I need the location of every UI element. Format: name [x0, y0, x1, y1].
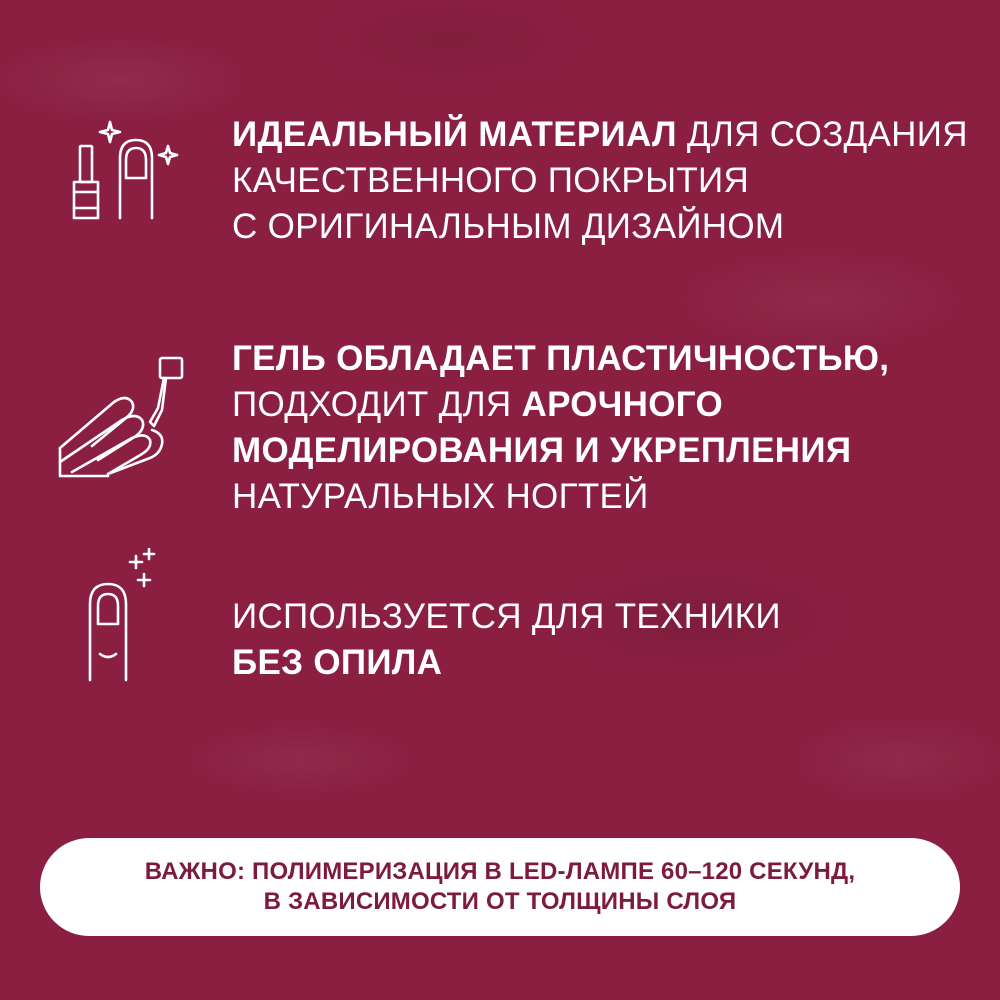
feature-3-text	[232, 594, 972, 686]
bold-text: ИДЕАЛЬНЫЙ МАТЕРИАЛ	[232, 115, 677, 154]
feature-line	[232, 204, 972, 250]
finger-nail-icon	[82, 548, 162, 688]
regular-text: НАТУРАЛЬНЫХ НОГТЕЙ	[232, 477, 649, 516]
regular-text: ДЛЯ СОЗДАНИЯ	[676, 115, 968, 154]
feature-line	[232, 640, 972, 686]
bold-text: АРОЧНОГО	[521, 385, 723, 424]
notice-label: ВАЖНО:	[144, 858, 246, 885]
notice-banner	[40, 838, 960, 936]
notice-line-2: В ЗАВИСИМОСТИ ОТ ТОЛЩИНЫ СЛОЯ	[263, 888, 737, 915]
bold-text: ГЕЛЬ ОБЛАДАЕТ ПЛАСТИЧНОСТЬЮ,	[232, 339, 890, 378]
regular-text: ИСПОЛЬЗУЕТСЯ ДЛЯ ТЕХНИКИ	[232, 597, 781, 636]
feature-line	[232, 474, 972, 520]
regular-text: С ОРИГИНАЛЬНЫМ ДИЗАЙНОМ	[232, 207, 785, 246]
feature-line	[232, 428, 972, 474]
notice-text: ПОЛИМЕРИЗАЦИЯ В LED-ЛАМПЕ 60–120 СЕКУНД,	[245, 858, 856, 885]
nail-polish-icon	[62, 118, 182, 228]
feature-line	[232, 112, 972, 158]
feature-1-text	[232, 112, 972, 250]
bold-text: МОДЕЛИРОВАНИЯ И УКРЕПЛЕНИЯ	[232, 431, 852, 470]
notice-line-1	[145, 857, 855, 887]
hand-brush-icon	[52, 350, 192, 485]
feature-line	[232, 382, 972, 428]
feature-line	[232, 594, 972, 640]
feature-2-text	[232, 336, 972, 520]
feature-line	[232, 158, 972, 204]
regular-text: ПОДХОДИТ ДЛЯ	[232, 385, 522, 424]
bold-text: БЕЗ ОПИЛА	[232, 643, 443, 682]
regular-text: КАЧЕСТВЕННОГО ПОКРЫТИЯ	[232, 161, 750, 200]
feature-line	[232, 336, 972, 382]
